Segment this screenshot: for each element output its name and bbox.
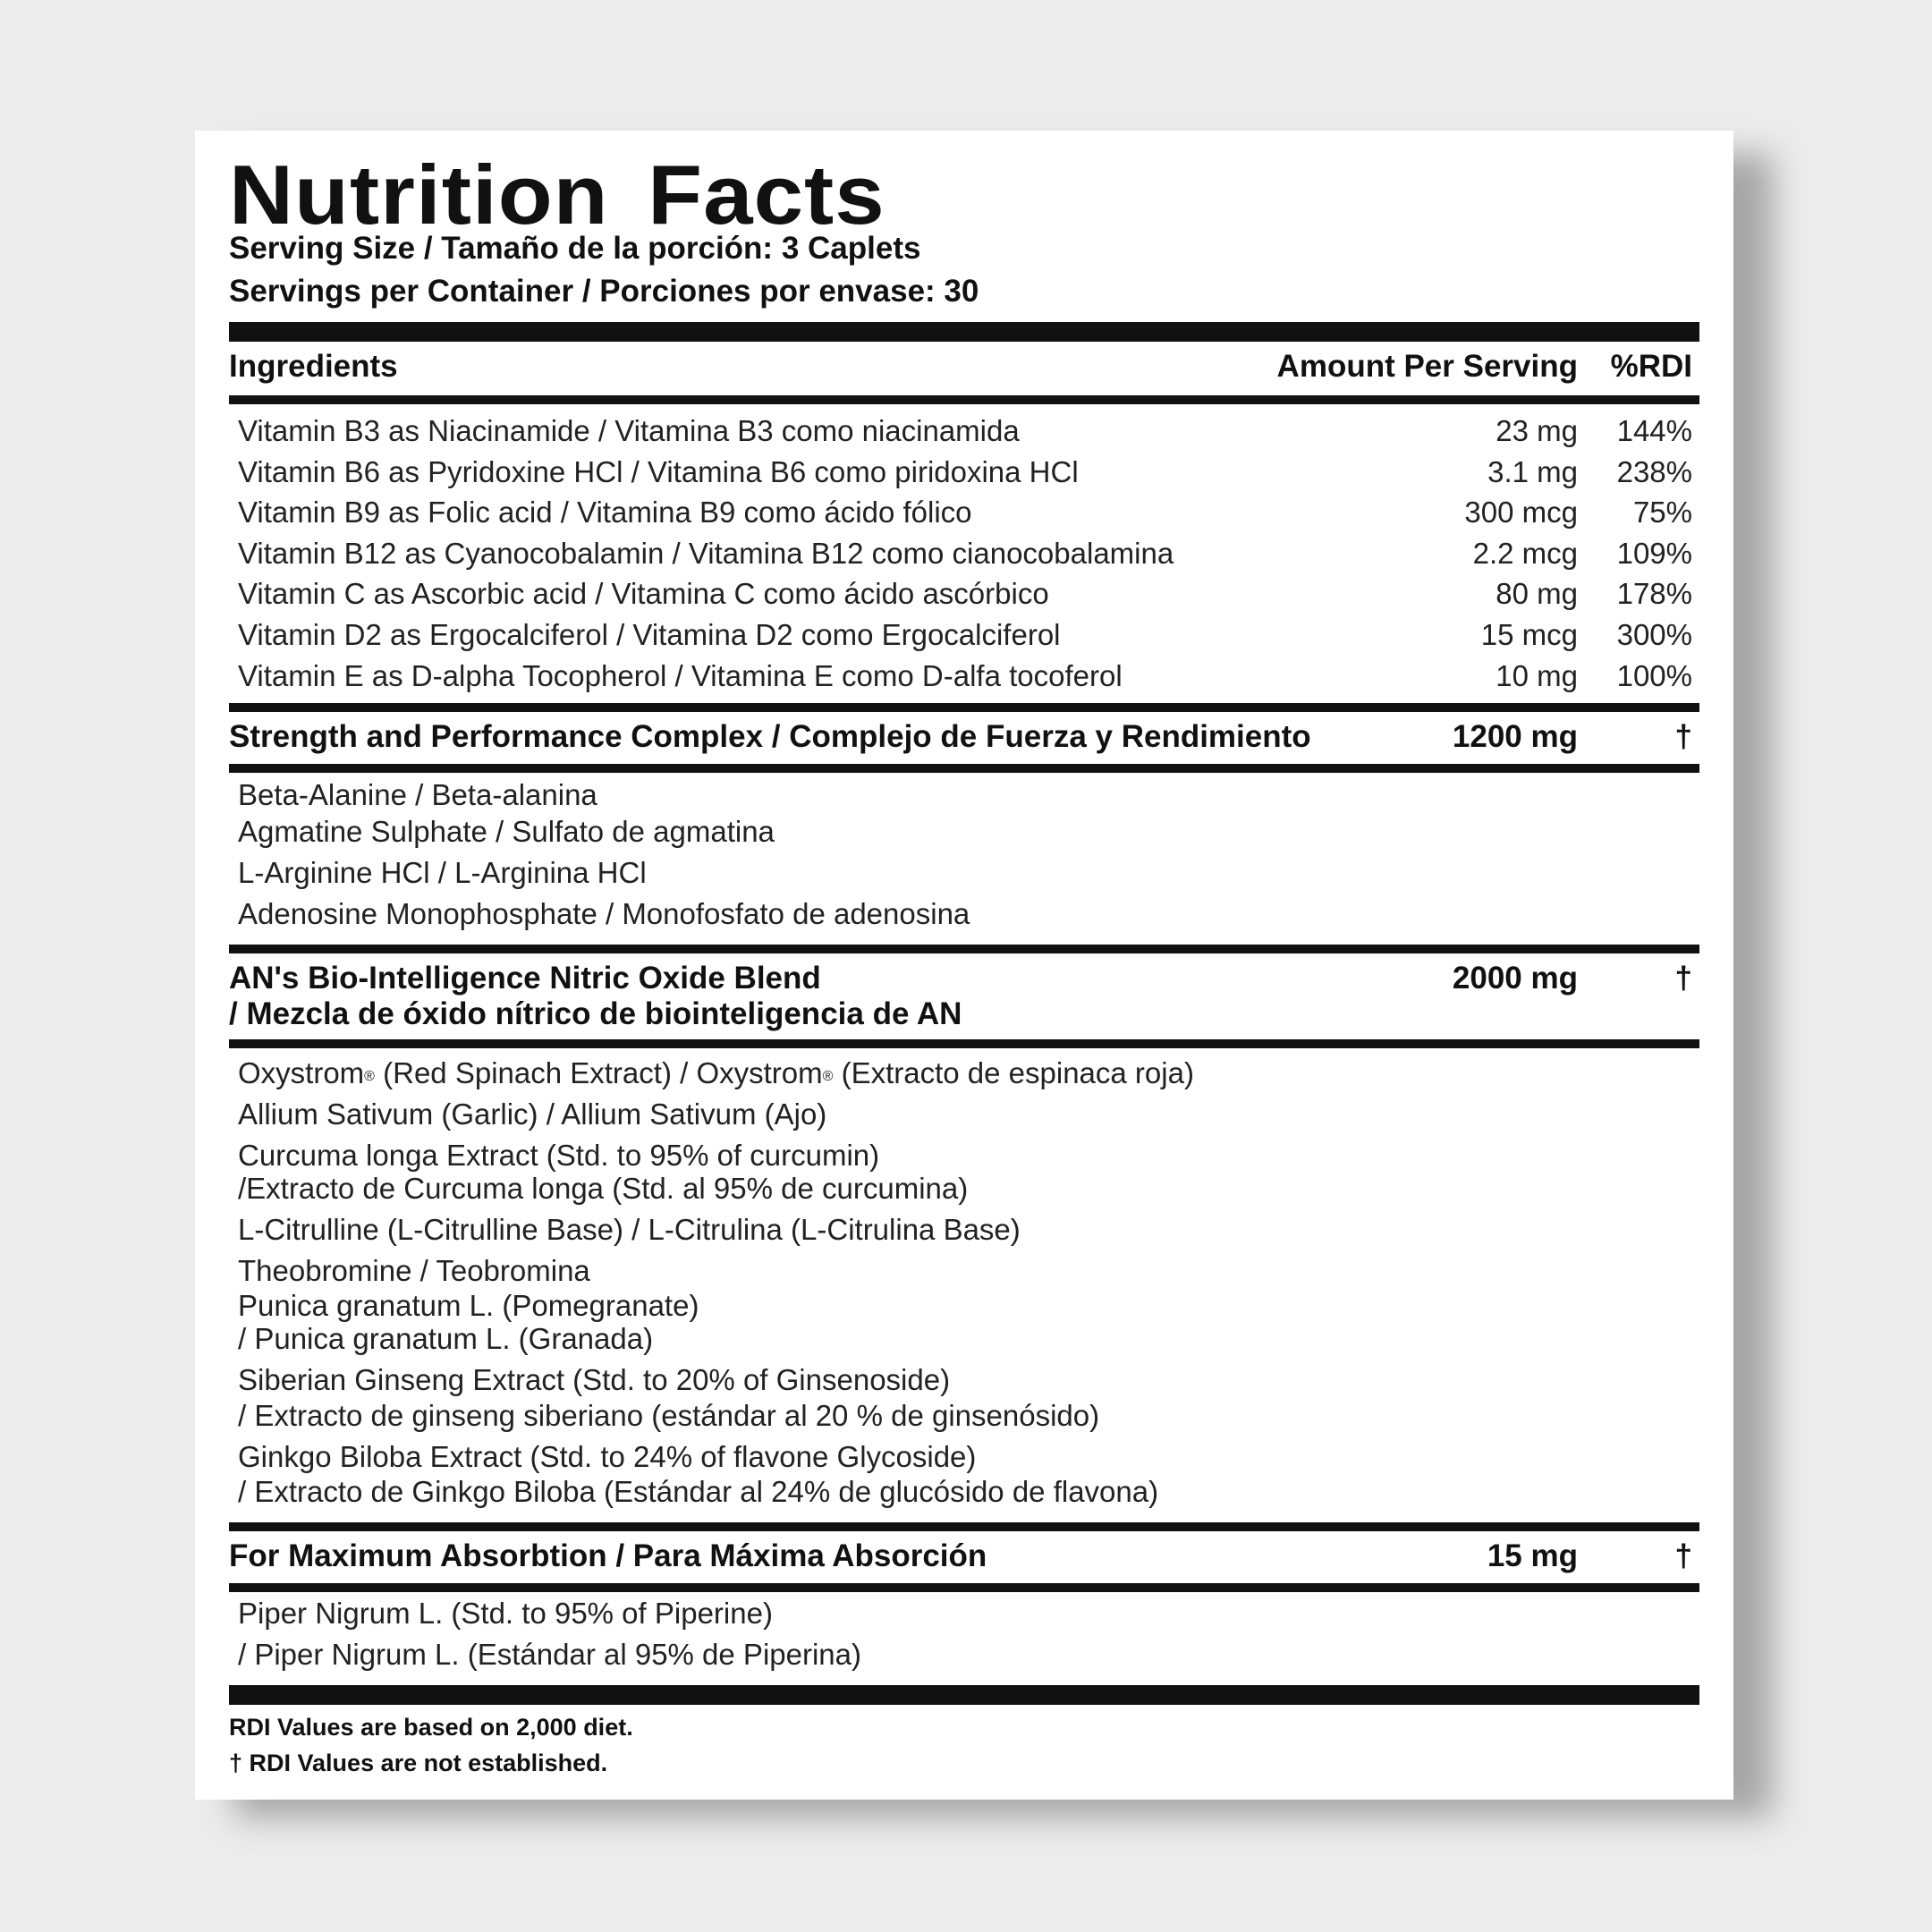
- table-row: [229, 496, 1699, 537]
- serving-size: Serving Size / Tamaño de la porción: 3 Caplets: [229, 231, 921, 266]
- footnote-rdi-dagger: † RDI Values are not established.: [229, 1750, 608, 1776]
- list-item: Piper Nigrum L. (Std. to 95% of Piperine): [238, 1597, 773, 1630]
- divider: [229, 764, 1699, 773]
- ingredient-amount: 15 mcg: [1480, 618, 1578, 651]
- ingredient-name: Vitamin C as Ascorbic acid / Vitamina C como ácido ascórbico: [238, 577, 1049, 610]
- oxystrom-text: Oxystrom: [238, 1056, 365, 1089]
- list-item: / Piper Nigrum L. (Estándar al 95% de Piperina): [238, 1638, 861, 1671]
- ingredient-amount: 10 mg: [1496, 659, 1578, 692]
- list-item: Curcuma longa Extract (Std. to 95% of curcumin): [238, 1139, 880, 1172]
- ingredient-rdi: 109%: [1616, 537, 1692, 570]
- list-item: / Punica granatum L. (Granada): [238, 1322, 654, 1355]
- nutrition-panel: [229, 131, 1699, 1800]
- strength-complex-name: Strength and Performance Complex / Complejo de Fuerza y Rendimiento: [229, 719, 1311, 754]
- list-item: L-Citrulline (L-Citrulline Base) / L-Citrulina (L-Citrulina Base): [238, 1213, 1021, 1246]
- table-row: [229, 414, 1699, 455]
- ingredient-name: Vitamin E as D-alpha Tocopherol / Vitamina E como D-alfa tocoferol: [238, 659, 1123, 692]
- list-item: [238, 1055, 1194, 1091]
- thick-divider: [229, 322, 1699, 342]
- table-row: [229, 618, 1699, 659]
- absorption-name: For Maximum Absorbtion / Para Máxima Absorción: [229, 1538, 987, 1573]
- nutrition-label: [195, 131, 1733, 1800]
- oxystrom-text: (Extracto de espinaca roja): [833, 1056, 1194, 1089]
- ingredient-rdi: 238%: [1616, 455, 1692, 488]
- strength-complex-rdi: †: [1674, 719, 1692, 754]
- list-item: / Extracto de Ginkgo Biloba (Estándar al 24% de glucósido de flavona): [238, 1475, 1159, 1508]
- list-item: Siberian Ginseng Extract (Std. to 20% of Ginsenoside): [238, 1363, 951, 1396]
- nitric-blend-name-es: / Mezcla de óxido nítrico de biointeligencia de AN: [229, 996, 962, 1031]
- absorption-rdi: †: [1674, 1538, 1692, 1573]
- footnote-rdi-basis: RDI Values are based on 2,000 diet.: [229, 1714, 633, 1741]
- nitric-blend-amount: 2000 mg: [1452, 961, 1578, 996]
- list-item: / Extracto de ginseng siberiano (estándar al 20 % de ginsenósido): [238, 1399, 1100, 1432]
- nitric-blend-name: AN's Bio-Intelligence Nitric Oxide Blend: [229, 961, 821, 996]
- list-item: Punica granatum L. (Pomegranate): [238, 1289, 699, 1322]
- list-item: Allium Sativum (Garlic) / Allium Sativum (Ajo): [238, 1097, 827, 1131]
- ingredient-name: Vitamin D2 as Ergocalciferol / Vitamina D2 como Ergocalciferol: [238, 618, 1061, 651]
- list-item: Agmatine Sulphate / Sulfato de agmatina: [238, 815, 775, 848]
- ingredient-amount: 3.1 mg: [1487, 455, 1578, 488]
- absorption-amount: 15 mg: [1487, 1538, 1578, 1573]
- ingredient-name: Vitamin B12 as Cyanocobalamin / Vitamina B12 como cianocobalamina: [238, 537, 1174, 570]
- list-item: Adenosine Monophosphate / Monofosfato de adenosina: [238, 897, 970, 930]
- header-rdi: %RDI: [1610, 349, 1692, 384]
- divider: [229, 1583, 1699, 1592]
- ingredient-rdi: 100%: [1616, 659, 1692, 692]
- ingredient-name: Vitamin B3 as Niacinamide / Vitamina B3 como niacinamida: [238, 414, 1020, 447]
- thick-divider: [229, 1685, 1699, 1705]
- strength-complex-amount: 1200 mg: [1452, 719, 1578, 754]
- label-title: Nutrition Facts: [229, 148, 886, 242]
- table-row: [229, 537, 1699, 578]
- ingredient-amount: 80 mg: [1496, 577, 1578, 610]
- header-ingredients: Ingredients: [229, 349, 398, 384]
- divider: [229, 395, 1699, 404]
- registered-mark: ®: [364, 1069, 375, 1084]
- oxystrom-text: (Red Spinach Extract) / Oxystrom: [374, 1056, 823, 1089]
- list-item: L-Arginine HCl / L-Arginina HCl: [238, 856, 647, 889]
- nitric-blend-rdi: †: [1674, 961, 1692, 996]
- divider: [229, 945, 1699, 953]
- divider: [229, 703, 1699, 712]
- list-item: Ginkgo Biloba Extract (Std. to 24% of flavone Glycoside): [238, 1440, 977, 1473]
- list-item: Theobromine / Teobromina: [238, 1254, 590, 1287]
- ingredient-rdi: 144%: [1616, 414, 1692, 447]
- ingredient-rdi: 300%: [1616, 618, 1692, 651]
- ingredient-name: Vitamin B9 as Folic acid / Vitamina B9 como ácido fólico: [238, 496, 972, 529]
- list-item: /Extracto de Curcuma longa (Std. al 95% de curcumina): [238, 1172, 969, 1205]
- ingredient-rdi: 75%: [1632, 496, 1692, 529]
- servings-per-container: Servings per Container / Porciones por envase: 30: [229, 274, 979, 309]
- ingredient-rdi: 178%: [1616, 577, 1692, 610]
- ingredient-amount: 23 mg: [1496, 414, 1578, 447]
- registered-mark: ®: [822, 1069, 834, 1084]
- header-amount: Amount Per Serving: [1276, 349, 1578, 384]
- list-item: Beta-Alanine / Beta-alanina: [238, 778, 597, 811]
- ingredient-amount: 2.2 mcg: [1472, 537, 1578, 570]
- divider: [229, 1039, 1699, 1048]
- divider: [229, 1522, 1699, 1531]
- ingredient-name: Vitamin B6 as Pyridoxine HCl / Vitamina B6 como piridoxina HCl: [238, 455, 1079, 488]
- ingredient-amount: 300 mcg: [1464, 496, 1578, 529]
- table-row: [229, 659, 1699, 700]
- table-row: [229, 455, 1699, 496]
- table-row: [229, 577, 1699, 618]
